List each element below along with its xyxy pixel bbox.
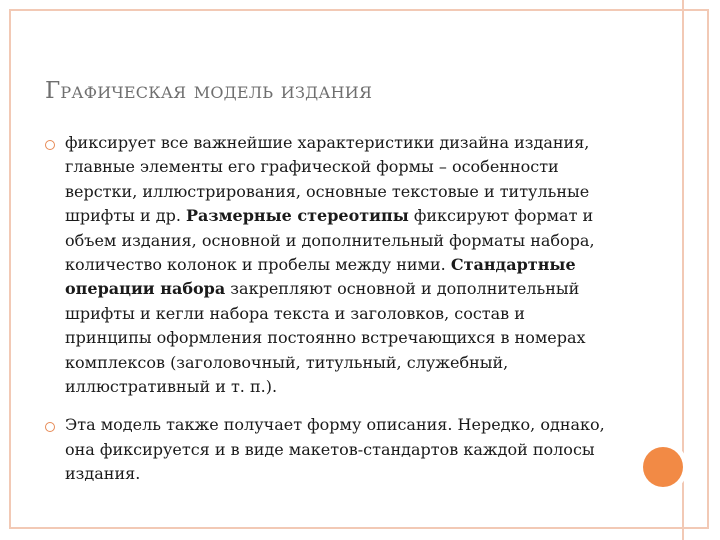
bullet-1-part-1: фиксирует все важнейшие характеристики дизайна издания, главные элементы его графической формы – особенности верстки, иллюстрирования, основные текстовые и титульные шрифты и др. <box>65 133 590 226</box>
bullet-text-2: Эта модель также получает форму описания. Нередко, однако, она фиксируется и в виде макетов-стандартов каждой полосы издания. <box>65 415 605 484</box>
bullet-icon <box>45 422 55 432</box>
bullet-1-bold-term-1: Размерные стереотипы <box>186 206 409 226</box>
list-item <box>45 131 605 399</box>
bullet-text-1 <box>65 131 605 399</box>
slide-title: Графическая модель издания <box>45 78 373 104</box>
decorative-vertical-line <box>682 0 684 540</box>
bullet-icon <box>45 140 55 150</box>
bullet-1-part-3: закрепляют основной и дополнительный шрифты и кегли набора текста и заголовков, состав и принципы оформления постоянно встречающихся в номерах комплексов (заголовочный, титульный, служебный, иллюстративный и т. п.). <box>65 279 586 397</box>
decorative-orange-circle <box>643 447 683 487</box>
list-item <box>45 413 605 486</box>
bullet-list <box>45 131 605 501</box>
bullet-1-bold-term-2: Стандартные операции набора <box>65 255 576 299</box>
bullet-1-part-2: фиксируют формат и объем издания, основной и дополнительный форматы набора, количество колонок и пробелы между ними. <box>65 206 595 275</box>
